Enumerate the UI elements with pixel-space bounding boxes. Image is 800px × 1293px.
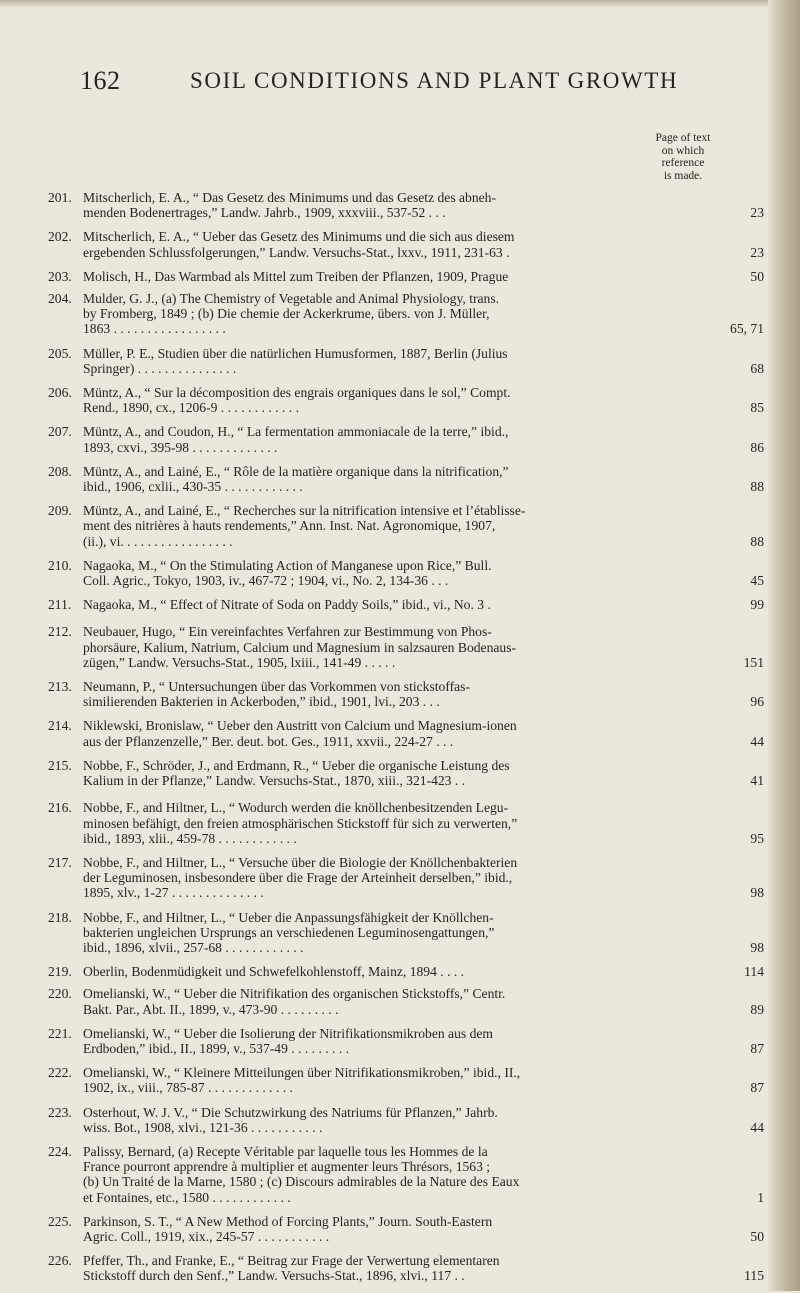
reference-number: 223. [48,1104,72,1120]
reference-text: Omelianski, W., “ Ueber die Isolierung der Nitrifikationsmikroben aus dem Erdboden,” ibid., II., 1899, v., 537-49 . . . . . . . . . [83,1025,493,1056]
reference-text: Müntz, A., and Coudon, H., “ La fermentation ammoniacale de la terre,” ibid., 1893, cxvi., 395-98 . . . . . . . . . . . . . [83,424,509,455]
page-column-note [628,132,738,182]
reference-page: 50 [750,268,764,284]
reference-number: 213. [48,679,72,695]
column-note-line: Page of text [655,132,711,144]
reference-page: 68 [750,360,764,376]
reference-number: 202. [48,229,72,245]
reference-text: Mitscherlich, E. A., “ Ueber das Gesetz des Minimums und die sich aus diesem ergebenden Schlussfolgerungen,” Landw. Versuchs-Stat., lxxv., 1911, 231-63 . [83,229,515,260]
reference-number: 220. [48,986,72,1002]
page-top-shadow [0,0,800,8]
reference-number: 207. [48,424,72,440]
reference-entry [48,964,764,979]
reference-number: 201. [48,190,72,205]
reference-number: 221. [48,1025,72,1041]
reference-number: 214. [48,718,72,734]
reference-entry [48,800,764,846]
reference-number: 210. [48,557,72,573]
reference-page: 98 [750,885,764,901]
reference-text: Pfeffer, Th., and Franke, E., “ Beitrag zur Frage der Verwertung elementaren Stickstoff durch den Senf.,” Landw. Versuchs-Stat., 1896, xlvi., 117 . . [83,1253,500,1284]
page-edge-shadow [768,0,800,1291]
reference-list [48,190,764,1293]
column-note-line: is made. [663,169,703,182]
reference-entry [48,855,764,901]
reference-number: 208. [48,463,72,479]
reference-text: Oberlin, Bodenmüdigkeit und Schwefelkohlenstoff, Mainz, 1894 . . . . [83,964,465,980]
reference-text: Müller, P. E., Studien über die natürlichen Humusformen, 1887, Berlin (Julius Springer) . . . . . . . . . . . . . . . [83,345,508,376]
reference-page: 115 [744,1268,764,1284]
reference-page: 114 [744,964,764,980]
reference-entry [48,229,764,259]
reference-page: 89 [750,1001,764,1017]
reference-number: 218. [48,909,72,925]
reference-entry [48,385,764,415]
reference-page: 50 [750,1228,764,1244]
reference-text: Parkinson, S. T., “ A New Method of Forcing Plants,” Journ. South-Eastern Agric. Coll., 1919, xix., 245-57 . . . . . . . . . . . [83,1213,493,1244]
reference-page: 23 [750,205,764,221]
reference-number: 224. [48,1143,72,1159]
reference-entry [48,1214,764,1244]
reference-text: Müntz, A., and Lainé, E., “ Rôle de la matière organique dans la nitrification,” ibid., 1906, cxlii., 430-35 . . . . . . . . . . . . [83,463,509,495]
reference-number: 215. [48,757,72,773]
reference-page: 1 [757,1189,764,1205]
reference-text: Molisch, H., Das Warmbad als Mittel zum Treiben der Pflanzen, 1909, Prague [83,268,509,284]
reference-entry [48,624,764,670]
reference-text: Neumann, P., “ Untersuchungen über das Vorkommen von stickstoffas- similierenden Bakterien in Ackerboden,” ibid., 1901, lvi., 203 . . . [83,679,470,710]
reference-text: Nobbe, F., and Hiltner, L., “ Wodurch werden die knöllchenbesitzenden Legu- minosen befähigt, den freien atmosphärischen Stickstoff für sich zu verwerten,” ibid., 1893, xlii., 459-78 . . . . . . . . . . . . [83,800,518,846]
reference-entry [48,269,764,284]
reference-text: Mitscherlich, E. A., “ Das Gesetz des Minimums und das Gesetz des abneh- menden Bodenertrages,” Landw. Jahrb., 1909, xxxviii., 537-52 . . . [83,190,497,221]
page-header [80,66,760,106]
reference-number: 219. [48,964,72,980]
reference-text: Mulder, G. J., (a) The Chemistry of Vegetable and Animal Physiology, trans. by Fromberg, 1849 ; (b) Die chemie der Ackerkrume, übers. von J. Müller, 1863 . . . . . . . . . . . . . . . . . [83,291,500,337]
page-number: 162 [80,66,121,95]
reference-entry [48,718,764,748]
reference-page: 95 [750,830,764,846]
reference-page: 85 [750,400,764,416]
reference-entry [48,679,764,709]
reference-number: 222. [48,1065,72,1081]
reference-entry [48,597,764,612]
reference-page: 87 [750,1040,764,1056]
reference-text: Müntz, A., “ Sur la décomposition des engrais organiques dans le sol,” Compt. Rend., 1890, cx., 1206-9 . . . . . . . . . . . . [83,385,511,416]
column-note-line: on which [661,144,705,157]
reference-page: 88 [750,479,764,495]
reference-number: 205. [48,345,72,361]
reference-text: Nagaoka, M., “ Effect of Nitrate of Soda on Paddy Soils,” ibid., vi., No. 3 . [83,597,491,613]
reference-entry [48,558,764,588]
reference-number: 211. [48,597,72,613]
reference-number: 225. [48,1213,72,1229]
reference-page: 23 [750,244,764,260]
reference-number: 212. [48,624,72,640]
reference-page: 41 [750,773,764,789]
reference-entry [48,1026,764,1056]
reference-entry [48,424,764,454]
reference-number: 206. [48,385,72,401]
column-note-line: reference [661,157,705,169]
reference-text: Osterhout, W. J. V., “ Die Schutzwirkung des Natriums für Pflanzen,” Jahrb. wiss. Bot., 1908, xlvi., 121-36 . . . . . . . . . . . [83,1104,498,1135]
reference-entry [48,291,764,337]
running-title: SOIL CONDITIONS AND PLANT GROWTH [190,68,679,93]
reference-page: 87 [750,1080,764,1096]
reference-text: Nobbe, F., and Hiltner, L., “ Ueber die Anpassungsfähigkeit der Knöllchen- bakterien ungleichen Ursprungs an verschiedenen Leguminosengattungen,” ibid., 1896, xlvii., 257-68 . . . . . . . . . . . . [83,909,495,955]
reference-number: 216. [48,800,72,816]
reference-page: 151 [743,654,764,670]
reference-text: Omelianski, W., “ Kleinere Mitteilungen über Nitrifikationsmikroben,” ibid., II., 1902, ix., viii., 785-87 . . . . . . . . . . . . . [83,1065,521,1096]
reference-page: 65, 71 [730,321,764,337]
reference-entry [48,1105,764,1135]
reference-text: Palissy, Bernard, (a) Recepte Véritable par laquelle tous les Hommes de la France pourront apprendre à multiplier et augmenter leurs Thrésors, 1563 ; (b) Un Traité de la Marne, 1580 ; (c) Discours admirables de la Nature des Eaux et Fontaines, etc., 1580 . . . . . . . . . . . . [83,1143,520,1205]
reference-number: 226. [48,1253,72,1269]
reference-page: 88 [750,533,764,549]
reference-text: Omelianski, W., “ Ueber die Nitrifikation des organischen Stickstoffs,” Centr. Bakt. Par., Abt. II., 1899, v., 473-90 . . . . . . . . . [83,986,506,1017]
reference-number: 217. [48,854,72,870]
reference-text: Nagaoka, M., “ On the Stimulating Action of Manganese upon Rice,” Bull. Coll. Agric., Tokyo, 1903, iv., 467-72 ; 1904, vi., No. 2, 134-36 . . . [83,557,492,589]
reference-entry [48,346,764,376]
reference-text: Niklewski, Bronislaw, “ Ueber den Austritt von Calcium und Magnesium-ionen aus der Pflanzenzelle,” Ber. deut. bot. Ges., 1911, xxvii., 224-27 . . . [83,718,517,749]
reference-entry [48,1253,764,1283]
reference-text: Nobbe, F., and Hiltner, L., “ Versuche über die Biologie der Knöllchenbakterien der Leguminosen, insbesondere über die Frage der Arteinheit derselben,” ibid., 1895, xlv., 1-27 . . . . . . . . . . . . . . [83,854,518,901]
reference-entry [48,464,764,494]
reference-number: 209. [48,503,72,519]
reference-page: 86 [750,439,764,455]
reference-number: 203. [48,268,72,284]
reference-entry [48,910,764,956]
reference-entry [48,190,764,220]
reference-page: 96 [750,694,764,710]
reference-page: 44 [750,1119,764,1135]
reference-entry [48,1065,764,1095]
reference-text: Neubauer, Hugo, “ Ein vereinfachtes Verfahren zur Bestimmung von Phos- phorsäure, Kalium, Natrium, Calcium und Magnesium in salzsauren Bodenaus- zügen,” Landw. Versuchs-Stat., 1905, lxiii., 141-49 . . . . . [83,624,517,670]
reference-entry [48,986,764,1016]
reference-page: 44 [750,733,764,749]
reference-text: Nobbe, F., Schröder, J., and Erdmann, R., “ Ueber die organische Leistung des Kalium in der Pflanze,” Landw. Versuchs-Stat., 1870, xiii., 321-423 . . [83,757,510,789]
reference-page: 45 [750,573,764,589]
reference-entry [48,503,764,549]
reference-entry [48,758,764,788]
reference-page: 99 [750,597,764,613]
reference-entry [48,1144,764,1205]
reference-page: 98 [750,939,764,955]
reference-number: 204. [48,291,72,307]
reference-text: Müntz, A., and Lainé, E., “ Recherches sur la nitrification intensive et l’établisse- ment des nitrières à hauts rendements,” Ann. Inst. Nat. Agronomique, 1907, (ii.), vi. . . . . . . . . . . . . . . . . [83,503,526,549]
